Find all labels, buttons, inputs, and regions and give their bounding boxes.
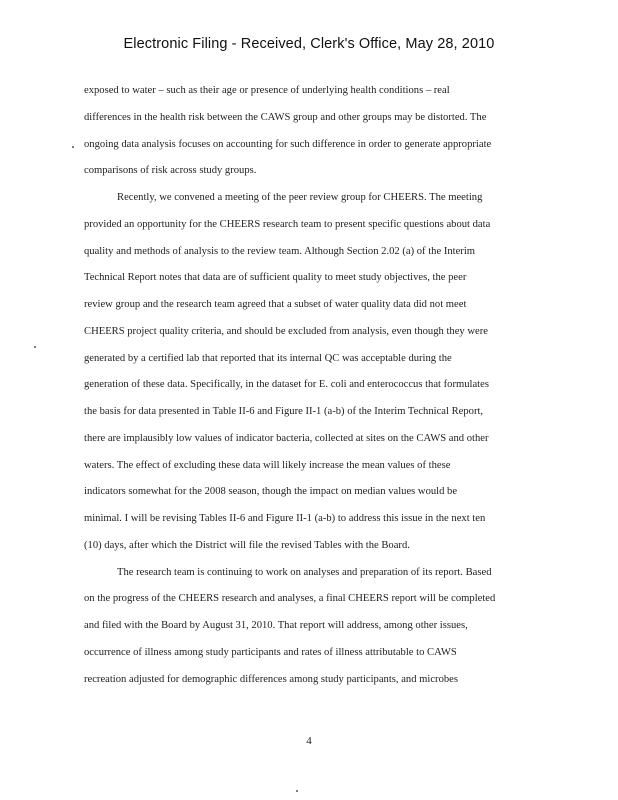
body-line: the basis for data presented in Table II-6 and Figure II-1 (a-b) of the Interim Technical Report,: [84, 406, 484, 417]
scan-speck: [296, 790, 298, 792]
body-line: on the progress of the CHEERS research and analyses, a final CHEERS report will be completed: [84, 593, 496, 605]
body-line: there are implausibly low values of indicator bacteria, collected at sites on the CAWS and other: [84, 432, 489, 444]
body-line: occurrence of illness among study participants and rates of illness attributable to CAWS: [84, 646, 457, 658]
body-line: generation of these data. Specifically, in the dataset for E. coli and enterococcus that formulates: [84, 379, 489, 391]
body-line: and filed with the Board by August 31, 2010. That report will address, among other issues,: [84, 620, 468, 631]
body-line: minimal. I will be revising Tables II-6 and Figure II-1 (a-b) to address this issue in the next ten: [84, 513, 486, 524]
page-number: 4: [306, 735, 312, 747]
body-line: exposed to water – such as their age or presence of underlying health conditions – real: [84, 85, 450, 96]
body-line: waters. The effect of excluding these data will likely increase the mean values of these: [84, 459, 451, 471]
body-line: ongoing data analysis focuses on accounting for such difference in order to generate appropriate: [84, 138, 492, 150]
body-line: recreation adjusted for demographic differences among study participants, and microbes: [84, 673, 458, 685]
body-line: review group and the research team agreed that a subset of water quality data did not meet: [84, 299, 467, 310]
body-line: comparisons of risk across study groups.: [84, 165, 257, 177]
paragraph-start-line: Recently, we convened a meeting of the peer review group for CHEERS. The meeting: [117, 192, 483, 203]
body-line: quality and methods of analysis to the review team. Although Section 2.02 (a) of the Interim: [84, 245, 475, 257]
body-line: provided an opportunity for the CHEERS research team to present specific questions about data: [84, 218, 491, 230]
body-line: indicators somewhat for the 2008 season, though the impact on median values would be: [84, 486, 458, 498]
document-body: [84, 84, 536, 699]
filing-stamp-header: Electronic Filing - Received, Clerk's Office, May 28, 2010: [123, 36, 495, 52]
scan-speck: [72, 146, 74, 148]
body-line: (10) days, after which the District will file the revised Tables with the Board.: [84, 539, 410, 551]
body-line: generated by a certified lab that reported that its internal QC was acceptable during the: [84, 352, 452, 364]
paragraph-start-line: The research team is continuing to work on analyses and preparation of its report. Based: [117, 566, 492, 578]
body-line: Technical Report notes that data are of sufficient quality to meet study objectives, the peer: [84, 272, 467, 284]
scan-speck: [34, 346, 36, 348]
body-line: differences in the health risk between the CAWS group and other groups may be distorted. The: [84, 111, 487, 123]
body-line: CHEERS project quality criteria, and should be excluded from analysis, even though they were: [84, 325, 488, 337]
